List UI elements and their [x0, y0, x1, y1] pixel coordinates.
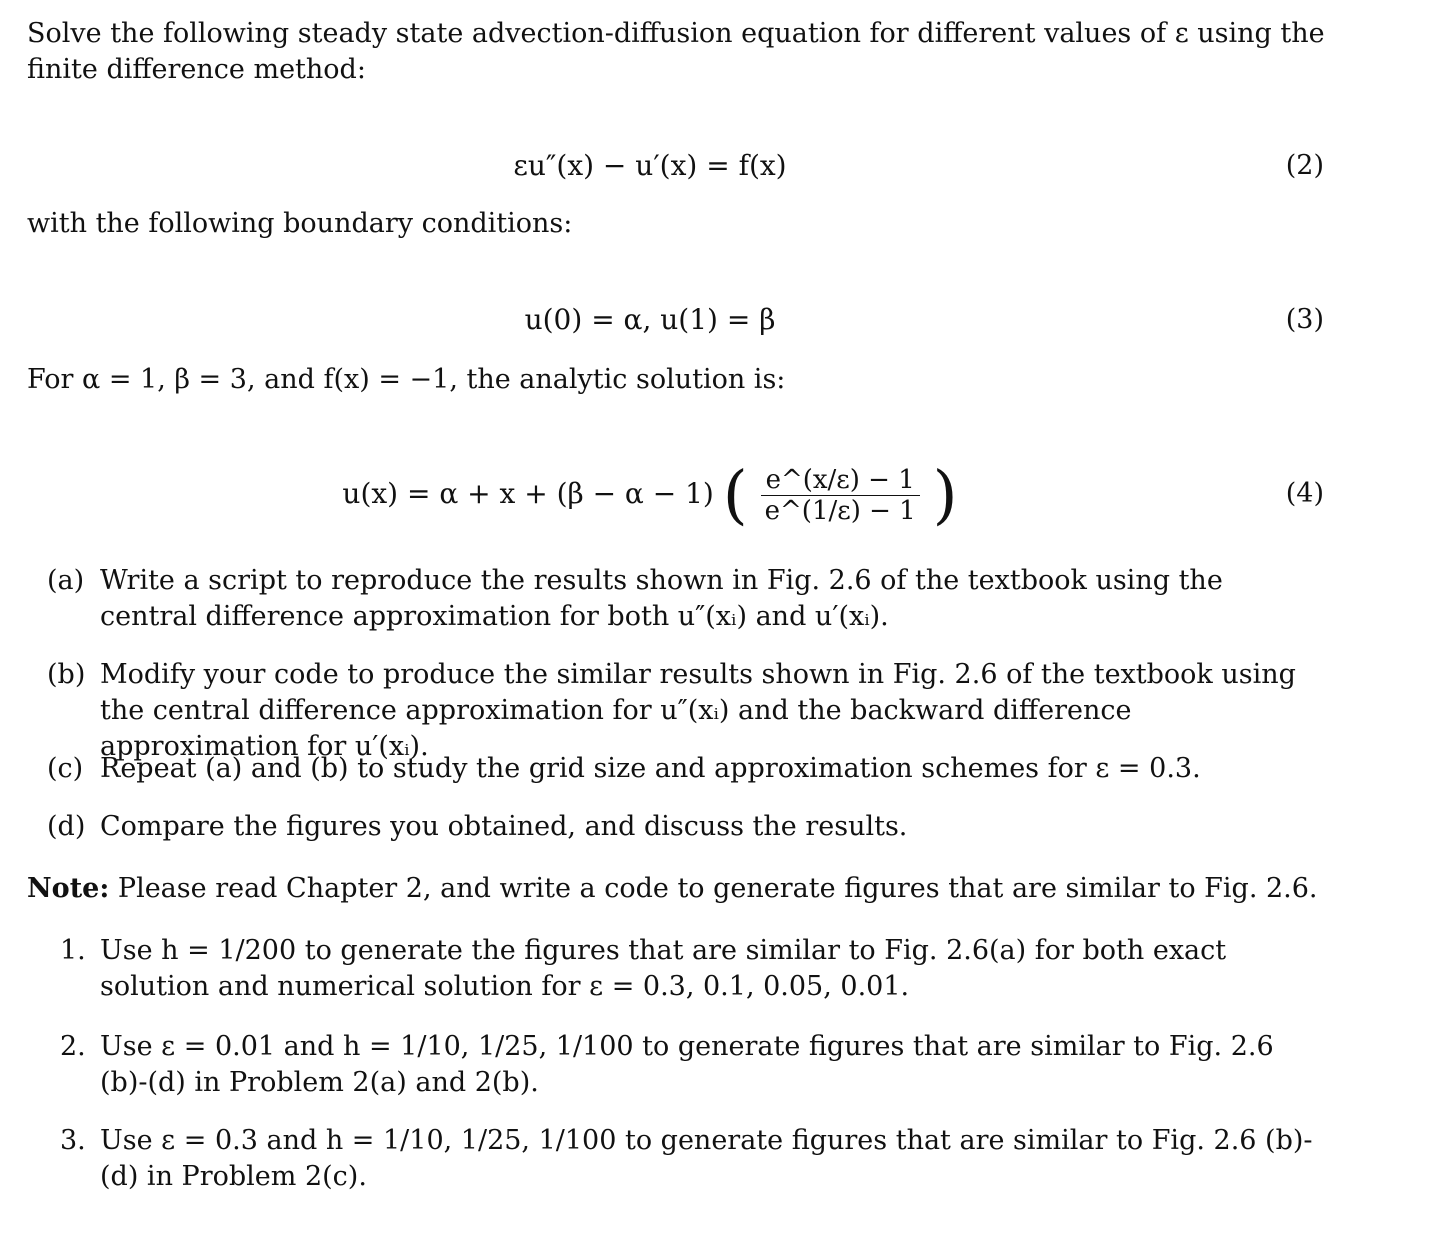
list-label: 2. [60, 1031, 86, 1062]
equation-3-body: u(0) = α, u(1) = β [524, 303, 776, 336]
list-text: Use ε = 0.3 and h = 1/10, 1/25, 1/100 to generate figures that are similar to Fig. 2.6 (b)-(d) in Problem 2(c). [100, 1125, 1313, 1192]
left-paren: ( [722, 458, 748, 533]
part-text: Write a script to reproduce the results shown in Fig. 2.6 of the textbook using the central difference approximation for both u″(xᵢ) and u′(xᵢ). [100, 565, 1223, 632]
intro-paragraph: Solve the following steady state advection-diffusion equation for different values of ε using the finite difference method: [27, 18, 1325, 85]
part-text: Repeat (a) and (b) to study the grid size and approximation schemes for ε = 0.3. [100, 753, 1201, 784]
list-label: 1. [60, 935, 86, 966]
note-text: Please read Chapter 2, and write a code to generate figures that are similar to Fig. 2.6. [117, 873, 1318, 904]
boundary-conditions-intro: with the following boundary conditions: [27, 208, 573, 239]
note-label: Note: [27, 873, 110, 904]
equation-2 [0, 144, 1434, 188]
equation-2-number: (2) [1285, 150, 1324, 181]
part-text: Modify your code to produce the similar results shown in Fig. 2.6 of the textbook using the central difference approximation for u″(xᵢ) and the backward difference approximation for u′(xᵢ). [100, 659, 1296, 762]
equation-4-fraction [761, 465, 920, 526]
equation-2-body: εu″(x) − u′(x) = f(x) [513, 149, 787, 182]
list-text: Use h = 1/200 to generate the figures that are similar to Fig. 2.6(a) for both exact solution and numerical solution for ε = 0.3, 0.1, 0.05, 0.01. [100, 935, 1227, 1002]
equation-4-body [0, 452, 1300, 536]
equation-4-number: (4) [1285, 478, 1324, 509]
fraction-numerator: e^(x/ε) − 1 [761, 465, 920, 496]
note-paragraph [27, 871, 1327, 907]
right-paren: ) [932, 458, 958, 533]
part-label: (a) [47, 565, 85, 596]
part-text: Compare the figures you obtained, and discuss the results. [100, 811, 908, 842]
part-label: (b) [47, 659, 86, 690]
equation-3-number: (3) [1285, 304, 1324, 335]
equation-4 [0, 452, 1434, 536]
fraction-denominator: e^(1/ε) − 1 [764, 496, 916, 526]
part-label: (c) [47, 753, 84, 784]
list-text: Use ε = 0.01 and h = 1/10, 1/25, 1/100 to generate figures that are similar to Fig. 2.6 (b)-(d) in Problem 2(a) and 2(b). [100, 1031, 1274, 1098]
analytic-solution-intro: For α = 1, β = 3, and f(x) = −1, the analytic solution is: [27, 364, 786, 395]
equation-3 [0, 298, 1434, 342]
list-label: 3. [60, 1125, 86, 1156]
equation-4-lhs: u(x) = α + x + (β − α − 1) [342, 477, 714, 510]
part-label: (d) [47, 811, 86, 842]
